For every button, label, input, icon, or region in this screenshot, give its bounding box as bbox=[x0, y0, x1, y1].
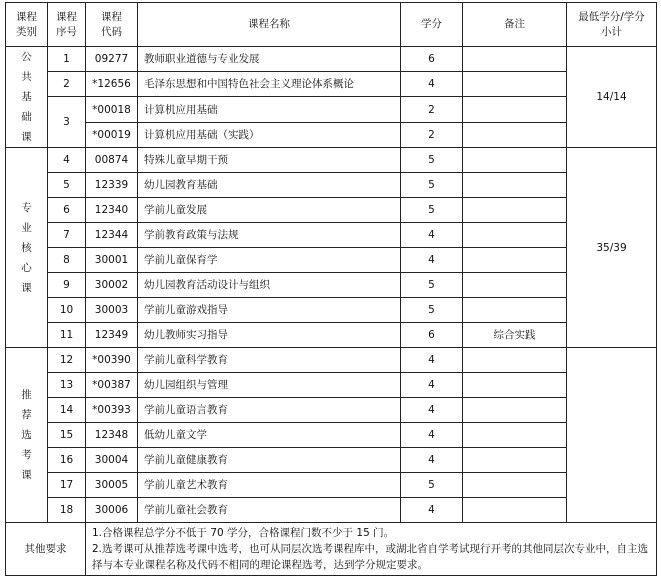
category-cell bbox=[6, 348, 48, 523]
course-name-cell: 幼儿园教育活动设计与组织 bbox=[138, 273, 401, 298]
remark-cell bbox=[463, 473, 567, 498]
credit-cell: 4 bbox=[401, 423, 463, 448]
remark-cell bbox=[463, 198, 567, 223]
code-cell: 12349 bbox=[86, 323, 138, 348]
credit-cell: 5 bbox=[401, 273, 463, 298]
remark-cell: 综合实践 bbox=[463, 323, 567, 348]
seq-cell: 1 bbox=[48, 47, 86, 72]
seq-cell: 17 bbox=[48, 473, 86, 498]
course-plan-table bbox=[5, 2, 657, 576]
credit-cell: 2 bbox=[401, 97, 463, 123]
table-row bbox=[6, 123, 657, 148]
category-char: 推 bbox=[21, 389, 32, 401]
other-requirements-text bbox=[86, 523, 657, 576]
category-char: 选 bbox=[21, 429, 32, 441]
table-row bbox=[6, 198, 657, 223]
table-row bbox=[6, 473, 657, 498]
seq-cell: 5 bbox=[48, 173, 86, 198]
course-name-cell: 毛泽东思想和中国特色社会主义理论体系概论 bbox=[138, 72, 401, 97]
code-cell: *00393 bbox=[86, 398, 138, 423]
code-cell: 12348 bbox=[86, 423, 138, 448]
table-row bbox=[6, 348, 657, 373]
seq-cell: 18 bbox=[48, 498, 86, 523]
category-char: 公 bbox=[21, 51, 32, 63]
seq-cell: 4 bbox=[48, 148, 86, 173]
code-cell: 30002 bbox=[86, 273, 138, 298]
course-name-cell: 低幼儿童文学 bbox=[138, 423, 401, 448]
other-requirements-label: 其他要求 bbox=[6, 523, 86, 576]
seq-cell: 6 bbox=[48, 198, 86, 223]
credit-cell: 4 bbox=[401, 398, 463, 423]
credit-summary-cell: 35/39 bbox=[567, 148, 657, 348]
table-row bbox=[6, 97, 657, 123]
header-code: 课程代码 bbox=[86, 3, 138, 47]
course-name-cell: 幼儿园组织与管理 bbox=[138, 373, 401, 398]
credit-cell: 5 bbox=[401, 173, 463, 198]
credit-cell: 6 bbox=[401, 323, 463, 348]
code-cell: 12344 bbox=[86, 223, 138, 248]
course-name-cell: 学前儿童社会教育 bbox=[138, 498, 401, 523]
credit-cell: 4 bbox=[401, 248, 463, 273]
course-name-cell: 计算机应用基础 bbox=[138, 97, 401, 123]
seq-cell: 9 bbox=[48, 273, 86, 298]
category-char: 课 bbox=[21, 469, 32, 481]
remark-cell bbox=[463, 97, 567, 123]
seq-cell: 8 bbox=[48, 248, 86, 273]
seq-cell: 12 bbox=[48, 348, 86, 373]
code-cell: 12340 bbox=[86, 198, 138, 223]
header-credit: 学分 bbox=[401, 3, 463, 47]
credit-cell: 5 bbox=[401, 298, 463, 323]
category-char: 核 bbox=[21, 241, 32, 254]
code-cell: 30001 bbox=[86, 248, 138, 273]
header-category: 课程类别 bbox=[6, 3, 48, 47]
code-cell: *00018 bbox=[86, 97, 138, 123]
table-row bbox=[6, 273, 657, 298]
remark-cell bbox=[463, 72, 567, 97]
code-cell: 12339 bbox=[86, 173, 138, 198]
credit-cell: 4 bbox=[401, 498, 463, 523]
requirement-item: 2.选考课可从推荐选考课中选考，也可从同层次选考课程库中，或湖北省自学考试现行开考的其他同层次专业中，自主选择与本专业课程名称及代码不相同的理论课程选考，达到学分规定要求。 bbox=[92, 543, 649, 571]
course-name-cell: 学前儿童健康教育 bbox=[138, 448, 401, 473]
category-char: 专 bbox=[21, 201, 32, 214]
code-cell: *00387 bbox=[86, 373, 138, 398]
code-cell: 09277 bbox=[86, 47, 138, 72]
credit-summary-cell: 14/14 bbox=[567, 47, 657, 148]
remark-cell bbox=[463, 273, 567, 298]
course-name-cell: 学前儿童保育学 bbox=[138, 248, 401, 273]
seq-cell: 14 bbox=[48, 398, 86, 423]
seq-cell: 3 bbox=[48, 97, 86, 148]
header-row bbox=[6, 3, 657, 47]
header-name: 课程名称 bbox=[138, 3, 401, 47]
remark-cell bbox=[463, 123, 567, 148]
course-name-cell: 幼儿教师实习指导 bbox=[138, 323, 401, 348]
table-row bbox=[6, 323, 657, 348]
seq-cell: 7 bbox=[48, 223, 86, 248]
category-cell bbox=[6, 148, 48, 348]
credit-cell: 5 bbox=[401, 198, 463, 223]
category-char: 荐 bbox=[21, 409, 32, 421]
code-cell: *12656 bbox=[86, 72, 138, 97]
credit-cell: 5 bbox=[401, 473, 463, 498]
credit-cell: 5 bbox=[401, 148, 463, 173]
seq-cell: 10 bbox=[48, 298, 86, 323]
remark-cell bbox=[463, 423, 567, 448]
table-row bbox=[6, 398, 657, 423]
code-cell: 00874 bbox=[86, 148, 138, 173]
category-char: 基 bbox=[21, 91, 32, 103]
remark-cell bbox=[463, 348, 567, 373]
table-body bbox=[6, 47, 657, 523]
credit-cell: 4 bbox=[401, 373, 463, 398]
remark-cell bbox=[463, 398, 567, 423]
remark-cell bbox=[463, 223, 567, 248]
table-row bbox=[6, 423, 657, 448]
course-name-cell: 计算机应用基础（实践） bbox=[138, 123, 401, 148]
course-name-cell: 学前儿童发展 bbox=[138, 198, 401, 223]
course-name-cell: 特殊儿童早期干预 bbox=[138, 148, 401, 173]
seq-cell: 16 bbox=[48, 448, 86, 473]
code-cell: 30006 bbox=[86, 498, 138, 523]
seq-cell: 15 bbox=[48, 423, 86, 448]
remark-cell bbox=[463, 373, 567, 398]
table-row bbox=[6, 223, 657, 248]
remark-cell bbox=[463, 173, 567, 198]
category-char: 课 bbox=[21, 131, 32, 143]
code-cell: 30004 bbox=[86, 448, 138, 473]
course-name-cell: 学前儿童游戏指导 bbox=[138, 298, 401, 323]
credit-cell: 4 bbox=[401, 223, 463, 248]
table-row bbox=[6, 448, 657, 473]
code-cell: *00019 bbox=[86, 123, 138, 148]
seq-cell: 11 bbox=[48, 323, 86, 348]
category-char: 考 bbox=[21, 449, 32, 461]
other-requirements-row bbox=[6, 523, 657, 576]
course-name-cell: 学前儿童艺术教育 bbox=[138, 473, 401, 498]
seq-cell: 2 bbox=[48, 72, 86, 97]
table-row bbox=[6, 47, 657, 72]
course-name-cell: 教师职业道德与专业发展 bbox=[138, 47, 401, 72]
header-seq: 课程序号 bbox=[48, 3, 86, 47]
code-cell: *00390 bbox=[86, 348, 138, 373]
table-row bbox=[6, 498, 657, 523]
table-row bbox=[6, 373, 657, 398]
category-char: 业 bbox=[21, 221, 32, 234]
category-char: 课 bbox=[21, 281, 32, 294]
remark-cell bbox=[463, 148, 567, 173]
course-name-cell: 幼儿园教育基础 bbox=[138, 173, 401, 198]
category-char: 础 bbox=[21, 111, 32, 123]
remark-cell bbox=[463, 248, 567, 273]
credit-cell: 4 bbox=[401, 72, 463, 97]
credit-summary-cell bbox=[567, 348, 657, 523]
remark-cell bbox=[463, 47, 567, 72]
table-row bbox=[6, 298, 657, 323]
category-char: 共 bbox=[21, 71, 32, 83]
remark-cell bbox=[463, 498, 567, 523]
header-min-credit: 最低学分/学分小计 bbox=[567, 3, 657, 47]
table-row bbox=[6, 148, 657, 173]
table-row bbox=[6, 72, 657, 97]
remark-cell bbox=[463, 448, 567, 473]
course-name-cell: 学前教育政策与法规 bbox=[138, 223, 401, 248]
seq-cell: 13 bbox=[48, 373, 86, 398]
credit-cell: 4 bbox=[401, 448, 463, 473]
course-name-cell: 学前儿童科学教育 bbox=[138, 348, 401, 373]
requirement-item: 1.合格课程总学分不低于 70 学分，合格课程门数不少于 15 门。 bbox=[92, 527, 395, 539]
category-cell bbox=[6, 47, 48, 148]
table-row bbox=[6, 248, 657, 273]
category-char: 心 bbox=[21, 261, 32, 274]
credit-cell: 4 bbox=[401, 348, 463, 373]
code-cell: 30005 bbox=[86, 473, 138, 498]
code-cell: 30003 bbox=[86, 298, 138, 323]
remark-cell bbox=[463, 298, 567, 323]
table-row bbox=[6, 173, 657, 198]
credit-cell: 6 bbox=[401, 47, 463, 72]
header-remark: 备注 bbox=[463, 3, 567, 47]
course-name-cell: 学前儿童语言教育 bbox=[138, 398, 401, 423]
credit-cell: 2 bbox=[401, 123, 463, 148]
